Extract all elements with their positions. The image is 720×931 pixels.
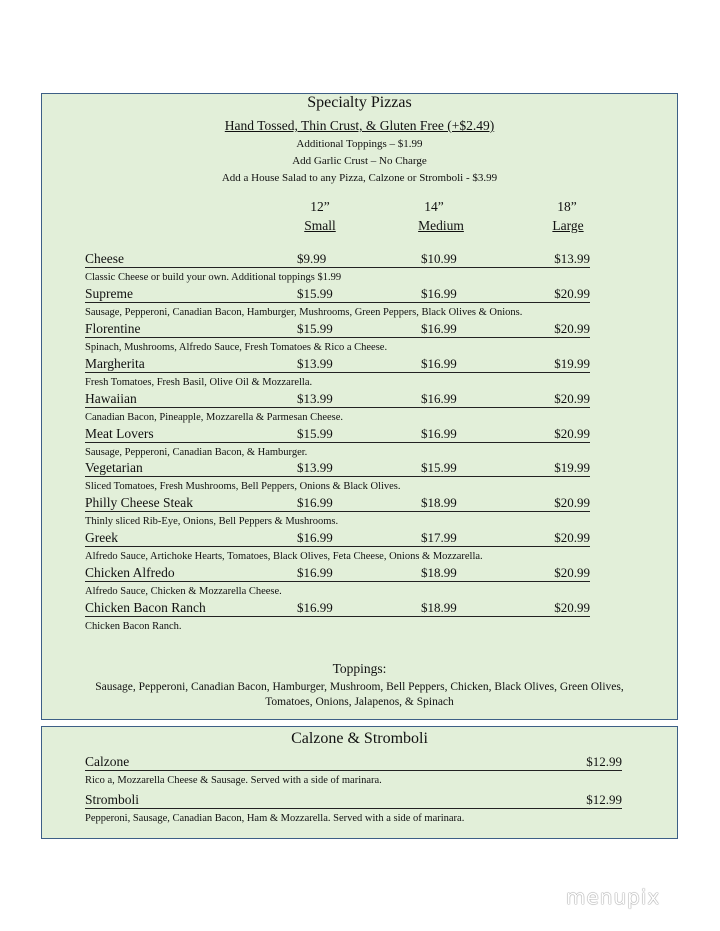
- price-medium: $18.99: [421, 600, 457, 615]
- specialty-pizzas-panel: [41, 93, 678, 720]
- menu-row: [85, 355, 590, 373]
- menu-row: [85, 250, 590, 268]
- item-description: Spinach, Mushrooms, Alfredo Sauce, Fresh Tomatoes & Rico a Cheese.: [85, 341, 388, 353]
- price-medium: $16.99: [421, 355, 457, 371]
- item-description: Alfredo Sauce, Artichoke Hearts, Tomatoes, Black Olives, Feta Cheese, Onions & Mozzarella.: [85, 551, 483, 563]
- item-name: Vegetarian: [85, 460, 143, 476]
- price-medium: $10.99: [421, 251, 457, 266]
- note-additional-toppings: Additional Toppings – $1.99: [296, 138, 423, 150]
- price-large: $20.99: [554, 390, 590, 406]
- menu-row-stromboli: [85, 791, 622, 809]
- price-large: $20.99: [554, 320, 590, 336]
- item-name: Greek: [85, 530, 118, 546]
- menu-row: [85, 529, 590, 547]
- item-description: Rico a, Mozzarella Cheese & Sausage. Served with a side of marinara.: [85, 775, 382, 786]
- menu-row: [85, 564, 590, 582]
- price-medium: $16.99: [421, 285, 457, 301]
- menu-row: [85, 285, 590, 303]
- menu-row: [85, 494, 590, 512]
- calzone-title: Calzone & Stromboli: [291, 730, 428, 747]
- menu-row: [85, 320, 590, 338]
- item-description: Fresh Tomatoes, Fresh Basil, Olive Oil & Mozzarella.: [85, 376, 313, 388]
- toppings-title: Toppings:: [332, 661, 387, 676]
- item-price: $12.99: [586, 754, 622, 769]
- item-description: Thinly sliced Rib-Eye, Onions, Bell Peppers & Mushrooms.: [85, 516, 339, 528]
- size-12-inches: 12”: [310, 199, 330, 214]
- menu-row: [85, 390, 590, 408]
- price-small: $16.99: [297, 600, 333, 615]
- item-name: Supreme: [85, 285, 133, 301]
- price-medium: $17.99: [421, 530, 457, 546]
- item-name: Chicken Bacon Ranch: [85, 600, 206, 615]
- price-large: $19.99: [554, 355, 590, 371]
- item-name: Florentine: [85, 320, 141, 336]
- item-description: Sausage, Pepperoni, Canadian Bacon, Hamburger, Mushrooms, Green Peppers, Black Olives & Onions.: [85, 306, 523, 318]
- price-large: $19.99: [554, 460, 590, 476]
- item-description: Canadian Bacon, Pineapple, Mozzarella & Parmesan Cheese.: [85, 411, 344, 423]
- price-small: $15.99: [297, 425, 333, 441]
- price-medium: $16.99: [421, 390, 457, 406]
- price-medium: $18.99: [421, 495, 457, 511]
- menupix-watermark: menupix: [566, 885, 661, 909]
- item-description: Alfredo Sauce, Chicken & Mozzarella Cheese.: [85, 586, 282, 598]
- price-small: $13.99: [297, 355, 333, 371]
- price-large: $20.99: [554, 425, 590, 441]
- item-description: Pepperoni, Sausage, Canadian Bacon, Ham & Mozzarella. Served with a side of marinara.: [85, 813, 465, 824]
- price-small: $15.99: [297, 320, 333, 336]
- price-large: $20.99: [554, 530, 590, 546]
- item-name: Cheese: [85, 251, 124, 266]
- price-medium: $15.99: [421, 460, 457, 476]
- crust-options: Hand Tossed, Thin Crust, & Gluten Free (+$2.49): [224, 118, 495, 133]
- size-medium: Medium: [418, 218, 464, 233]
- price-large: $20.99: [554, 565, 590, 581]
- toppings-list: Sausage, Pepperoni, Canadian Bacon, Hamburger, Mushroom, Bell Peppers, Chicken, Black Olives, Green Olives, Tomatoes, Onions, Jalapenos, & Spinach: [95, 681, 624, 708]
- price-medium: $18.99: [421, 565, 457, 581]
- item-name: Hawaiian: [85, 390, 137, 406]
- item-name: Margherita: [85, 355, 145, 371]
- item-name: Meat Lovers: [85, 425, 154, 441]
- price-large: $20.99: [554, 285, 590, 301]
- menu-row: [85, 425, 590, 443]
- price-small: $15.99: [297, 285, 333, 301]
- item-description: Sliced Tomatoes, Fresh Mushrooms, Bell Peppers, Onions & Black Olives.: [85, 481, 401, 493]
- size-14-inches: 14”: [424, 199, 444, 214]
- price-small: $16.99: [297, 530, 333, 546]
- specialty-title: Specialty Pizzas: [307, 94, 412, 111]
- calzone-stromboli-panel: [41, 726, 678, 839]
- note-house-salad: Add a House Salad to any Pizza, Calzone or Stromboli - $3.99: [221, 172, 498, 184]
- menu-row-calzone: [85, 753, 622, 771]
- price-large: $13.99: [554, 251, 590, 266]
- price-small: $16.99: [297, 565, 333, 581]
- menu-row: [85, 459, 590, 477]
- item-name: Chicken Alfredo: [85, 565, 175, 581]
- price-medium: $16.99: [421, 320, 457, 336]
- price-small: $13.99: [297, 460, 333, 476]
- price-large: $20.99: [554, 495, 590, 511]
- item-description: Classic Cheese or build your own. Additional toppings $1.99: [85, 272, 342, 283]
- size-large: Large: [552, 218, 584, 233]
- item-name: Calzone: [85, 754, 130, 769]
- price-small: $16.99: [297, 495, 333, 511]
- item-description: Chicken Bacon Ranch.: [85, 621, 182, 632]
- menu-row: [85, 599, 590, 617]
- item-description: Sausage, Pepperoni, Canadian Bacon, & Hamburger.: [85, 446, 308, 458]
- item-name: Stromboli: [85, 792, 140, 807]
- item-name: Philly Cheese Steak: [85, 495, 193, 511]
- note-garlic-crust: Add Garlic Crust – No Charge: [292, 155, 427, 167]
- price-small: $9.99: [297, 251, 327, 266]
- price-medium: $16.99: [421, 425, 457, 441]
- price-small: $13.99: [297, 390, 333, 406]
- item-price: $12.99: [586, 792, 622, 807]
- size-18-inches: 18”: [557, 199, 577, 214]
- size-small: Small: [304, 218, 336, 233]
- price-large: $20.99: [554, 600, 590, 615]
